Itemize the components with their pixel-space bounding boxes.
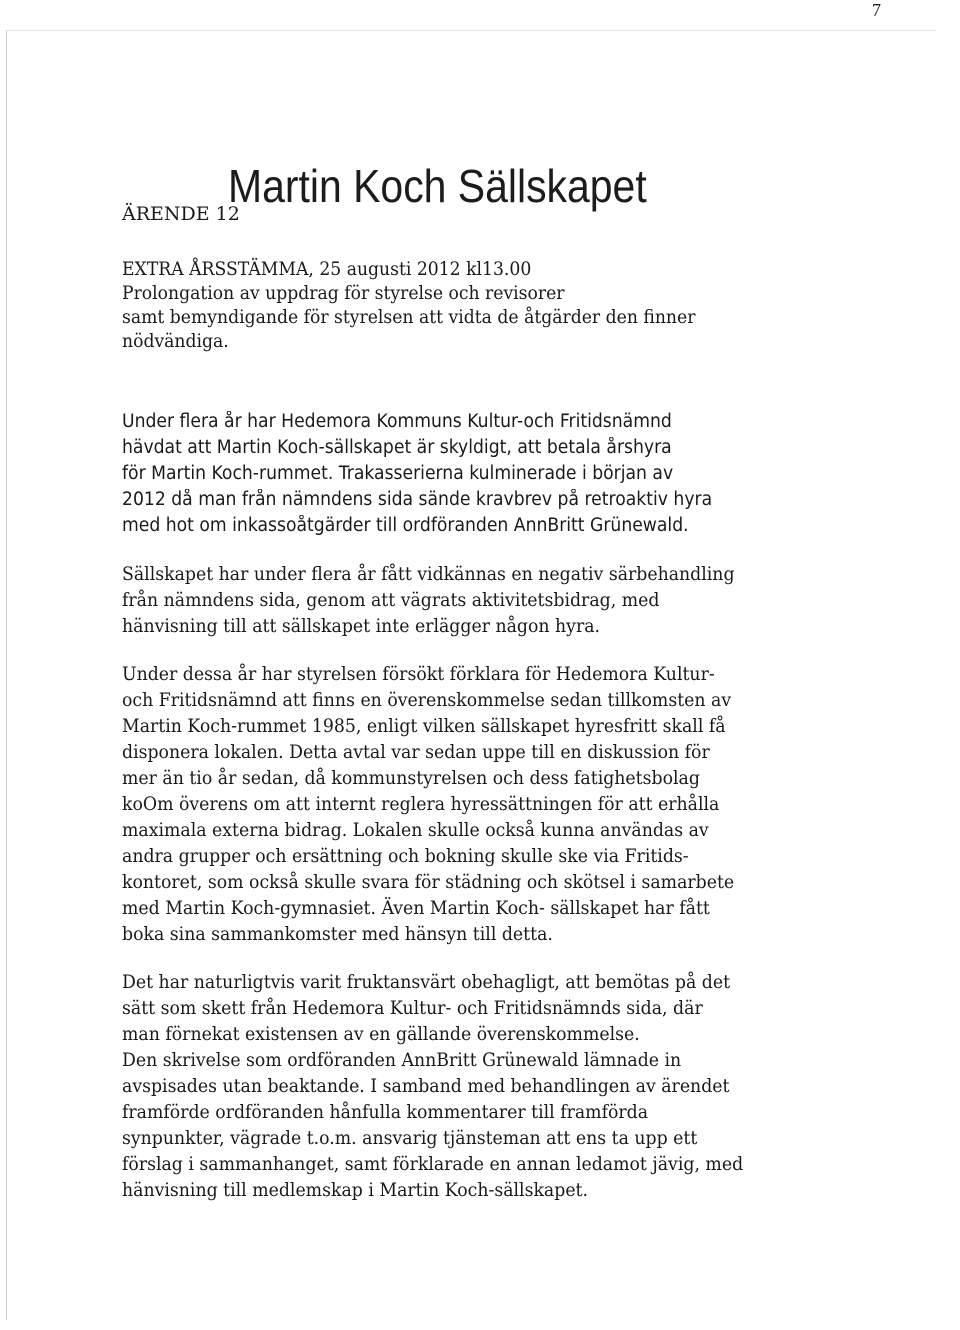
paragraph-line: hänvisning till medlemskap i Martin Koch-sällskapet. xyxy=(122,1180,589,1201)
intro-line: samt bemyndigande för styrelsen att vidta de åtgärder den finner xyxy=(122,307,696,328)
paragraph-line: för Martin Koch-rummet. Trakasserierna kulminerade i början av xyxy=(122,463,674,484)
intro-line: Prolongation av uppdrag för styrelse och revisorer xyxy=(122,283,565,304)
paragraph-line: med Martin Koch-gymnasiet. Även Martin Koch- sällskapet har fått xyxy=(122,898,710,919)
paragraph-line: mer än tio år sedan, då kommunstyrelsen och dess fatighetsbolag xyxy=(122,768,700,789)
paragraph-line: förslag i sammanhanget, samt förklarade en annan ledamot jävig, med xyxy=(122,1154,744,1175)
paragraph-line: disponera lokalen. Detta avtal var sedan uppe till en diskussion för xyxy=(122,742,710,763)
paragraph-line: man förnekat existensen av en gällande överenskommelse. xyxy=(122,1024,640,1045)
paragraph-line: hävdat att Martin Koch-sällskapet är skyldigt, att betala årshyra xyxy=(122,437,672,458)
page-number: 7 xyxy=(872,0,881,20)
paragraph-line: andra grupper och ersättning och bokning skulle ske via Fritids- xyxy=(122,846,689,867)
paragraph-line: 2012 då man från nämndens sida sände kravbrev på retroaktiv hyra xyxy=(122,489,713,510)
paragraph-1 xyxy=(122,409,842,539)
paragraph-line: maximala externa bidrag. Lokalen skulle också kunna användas av xyxy=(122,820,709,841)
paragraph-line: kontoret, som också skulle svara för städning och skötsel i samarbete xyxy=(122,872,735,893)
paragraph-line: med hot om inkassoåtgärder till ordföranden AnnBritt Grünewald. xyxy=(122,515,689,536)
paragraph-2 xyxy=(122,562,842,640)
paragraph-line: avspisades utan beaktande. I samband med behandlingen av ärendet xyxy=(122,1076,730,1097)
paragraph-line: hänvisning till att sällskapet inte erlägger någon hyra. xyxy=(122,616,601,637)
paragraph-line: synpunkter, vägrade t.o.m. ansvarig tjänsteman att ens ta upp ett xyxy=(122,1128,698,1149)
scan-edge-left xyxy=(6,30,7,1320)
paragraph-line: koOm överens om att internt reglera hyressättningen för att erhålla xyxy=(122,794,720,815)
paragraph-line: och Fritidsnämnd att finns en överenskommelse sedan tillkomsten av xyxy=(122,690,732,711)
paragraph-line: Under dessa år har styrelsen försökt förklara för Hedemora Kultur- xyxy=(122,664,715,685)
paragraph-line: från nämndens sida, genom att vägrats aktivitetsbidrag, med xyxy=(122,590,660,611)
paragraph-line: boka sina sammankomster med hänsyn till detta. xyxy=(122,924,553,945)
intro-line: nödvändiga. xyxy=(122,331,229,352)
paragraph-line: Under flera år har Hedemora Kommuns Kultur-och Fritidsnämnd xyxy=(122,411,672,432)
scan-edge-top xyxy=(6,30,936,31)
document-title: Martin Koch Sällskapet xyxy=(228,159,647,212)
arende-label: ÄRENDE 12 xyxy=(122,203,240,225)
paragraph-line: Sällskapet har under flera år fått vidkännas en negativ särbehandling xyxy=(122,564,735,585)
paragraph-3 xyxy=(122,662,842,948)
paragraph-line: Martin Koch-rummet 1985, enligt vilken sällskapet hyresfritt skall få xyxy=(122,716,726,737)
paragraph-line: Det har naturligtvis varit fruktansvärt obehagligt, att bemötas på det xyxy=(122,972,731,993)
paragraph-line: Den skrivelse som ordföranden AnnBritt Grünewald lämnade in xyxy=(122,1050,682,1071)
paragraph-line: framförde ordföranden hånfulla kommentarer till framförda xyxy=(122,1102,649,1123)
intro-line: EXTRA ÅRSSTÄMMA, 25 augusti 2012 kl13.00 xyxy=(122,259,532,280)
intro-block xyxy=(122,258,842,354)
paragraph-line: sätt som skett från Hedemora Kultur- och Fritidsnämnds sida, där xyxy=(122,998,703,1019)
paragraph-4 xyxy=(122,970,842,1204)
